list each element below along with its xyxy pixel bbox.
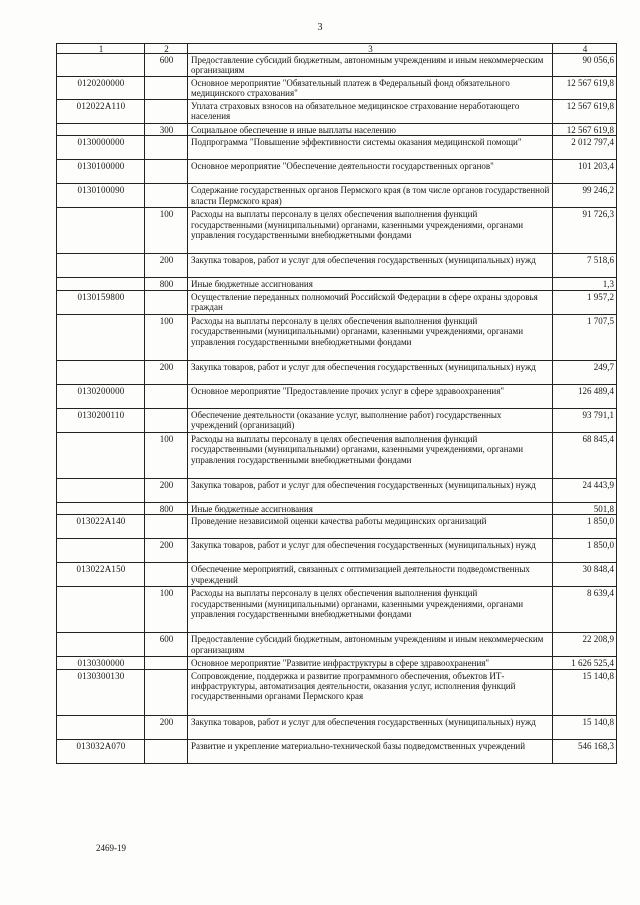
- row-amount-cell: 1 850,0: [553, 539, 617, 563]
- table-row: [57, 54, 617, 77]
- row-expense-type-cell: 600: [145, 54, 188, 77]
- table-row: [57, 432, 617, 478]
- row-code-cell: 013022А150: [57, 563, 145, 587]
- row-description-cell: Расходы на выплаты персоналу в целях обеспечения выполнения функций государственными (муниципальными) органами, казенными учреждениями, органами управления государственными внебюджетными фондами: [188, 314, 553, 360]
- row-description-cell: Сопровождение, поддержка и развитие программного обеспечения, объектов ИТ-инфраструктуры, автоматизация деятельности, оказания услуг, исполнения функций государственными органами Пермского края: [188, 669, 553, 715]
- row-amount-cell: 1 957,2: [553, 290, 617, 314]
- row-expense-type-cell: [145, 657, 188, 669]
- table-row: [57, 587, 617, 633]
- table-row: [57, 290, 617, 314]
- row-amount-cell: 249,7: [553, 360, 617, 384]
- row-description-cell: Основное мероприятие "Обязательный платеж в Федеральный фонд обязательного медицинского страхования": [188, 77, 553, 100]
- row-amount-cell: 15 140,8: [553, 669, 617, 715]
- row-description-cell: Закупка товаров, работ и услуг для обеспечения государственных (муниципальных) нужд: [188, 360, 553, 384]
- table-row: [57, 408, 617, 432]
- row-expense-type-cell: [145, 669, 188, 715]
- row-code-cell: [57, 208, 145, 254]
- row-amount-cell: 12 567 619,8: [553, 100, 617, 124]
- row-description-cell: Обеспечение деятельности (оказание услуг, выполнение работ) государственных учреждений (организаций): [188, 408, 553, 432]
- row-amount-cell: 30 848,4: [553, 563, 617, 587]
- row-expense-type-cell: 100: [145, 314, 188, 360]
- row-expense-type-cell: [145, 739, 188, 763]
- row-expense-type-cell: 300: [145, 124, 188, 136]
- row-amount-cell: 8 639,4: [553, 587, 617, 633]
- header-col-1: 1: [57, 44, 145, 54]
- row-amount-cell: 2 012 797,4: [553, 136, 617, 160]
- row-expense-type-cell: 800: [145, 502, 188, 514]
- row-amount-cell: 501,8: [553, 502, 617, 514]
- row-code-cell: [57, 539, 145, 563]
- row-code-cell: 0130100090: [57, 184, 145, 208]
- table-row: [57, 208, 617, 254]
- row-code-cell: 0130000000: [57, 136, 145, 160]
- row-amount-cell: 546 168,3: [553, 739, 617, 763]
- row-expense-type-cell: [145, 100, 188, 124]
- row-amount-cell: 7 518,6: [553, 254, 617, 278]
- row-description-cell: Подпрограмма "Повышение эффективности системы оказания медицинской помощи": [188, 136, 553, 160]
- row-amount-cell: 90 056,6: [553, 54, 617, 77]
- row-description-cell: Иные бюджетные ассигнования: [188, 278, 553, 290]
- row-description-cell: Социальное обеспечение и иные выплаты населению: [188, 124, 553, 136]
- row-description-cell: Основное мероприятие "Предоставление прочих услуг в сфере здравоохранения": [188, 384, 553, 408]
- row-amount-cell: 12 567 619,8: [553, 77, 617, 100]
- table-row: [57, 515, 617, 539]
- row-description-cell: Основное мероприятие "Развитие инфраструктуры в сфере здравоохранения": [188, 657, 553, 669]
- table-row: [57, 563, 617, 587]
- row-description-cell: Расходы на выплаты персоналу в целях обеспечения выполнения функций государственными (муниципальными) органами, казенными учреждениями, органами управления государственными внебюджетными фондами: [188, 432, 553, 478]
- row-expense-type-cell: [145, 290, 188, 314]
- row-expense-type-cell: 200: [145, 254, 188, 278]
- row-description-cell: Закупка товаров, работ и услуг для обеспечения государственных (муниципальных) нужд: [188, 715, 553, 739]
- table-row: [57, 633, 617, 657]
- row-expense-type-cell: 800: [145, 278, 188, 290]
- row-description-cell: Уплата страховых взносов на обязательное медицинское страхование неработающего населения: [188, 100, 553, 124]
- row-description-cell: Обеспечение мероприятий, связанных с оптимизацией деятельности подведомственных учреждений: [188, 563, 553, 587]
- row-description-cell: Развитие и укрепление материально-технической базы подведомственных учреждений: [188, 739, 553, 763]
- row-description-cell: Основное мероприятие "Обеспечение деятельности государственных органов": [188, 160, 553, 184]
- row-description-cell: Осуществление переданных полномочий Российской Федерации в сфере охраны здоровья граждан: [188, 290, 553, 314]
- row-expense-type-cell: 200: [145, 715, 188, 739]
- row-expense-type-cell: 200: [145, 360, 188, 384]
- row-code-cell: 0130159800: [57, 290, 145, 314]
- table-row: [57, 715, 617, 739]
- row-description-cell: Закупка товаров, работ и услуг для обеспечения государственных (муниципальных) нужд: [188, 539, 553, 563]
- budget-table: [56, 43, 617, 764]
- row-code-cell: 013032А070: [57, 739, 145, 763]
- row-description-cell: Проведение независимой оценки качества работы медицинских организаций: [188, 515, 553, 539]
- row-expense-type-cell: [145, 77, 188, 100]
- row-description-cell: Расходы на выплаты персоналу в целях обеспечения выполнения функций государственными (муниципальными) органами, казенными учреждениями, органами управления государственными внебюджетными фондами: [188, 587, 553, 633]
- row-expense-type-cell: 100: [145, 208, 188, 254]
- row-code-cell: [57, 633, 145, 657]
- table-row: [57, 502, 617, 514]
- row-description-cell: Предоставление субсидий бюджетным, автономным учреждениям и иным некоммерческим организациям: [188, 633, 553, 657]
- row-expense-type-cell: 100: [145, 587, 188, 633]
- row-code-cell: [57, 54, 145, 77]
- row-description-cell: Закупка товаров, работ и услуг для обеспечения государственных (муниципальных) нужд: [188, 478, 553, 502]
- row-code-cell: [57, 715, 145, 739]
- row-amount-cell: 126 489,4: [553, 384, 617, 408]
- row-expense-type-cell: 100: [145, 432, 188, 478]
- row-amount-cell: 1 850,0: [553, 515, 617, 539]
- row-code-cell: [57, 278, 145, 290]
- row-description-cell: Закупка товаров, работ и услуг для обеспечения государственных (муниципальных) нужд: [188, 254, 553, 278]
- row-expense-type-cell: [145, 136, 188, 160]
- header-col-3: 3: [188, 44, 553, 54]
- table-row: [57, 478, 617, 502]
- table-row: [57, 739, 617, 763]
- row-amount-cell: 101 203,4: [553, 160, 617, 184]
- row-code-cell: 0130100000: [57, 160, 145, 184]
- row-expense-type-cell: 200: [145, 539, 188, 563]
- row-expense-type-cell: [145, 184, 188, 208]
- row-code-cell: [57, 432, 145, 478]
- table-row: [57, 184, 617, 208]
- row-code-cell: [57, 360, 145, 384]
- header-col-4: 4: [553, 44, 617, 54]
- row-code-cell: 0130200000: [57, 384, 145, 408]
- row-expense-type-cell: [145, 563, 188, 587]
- row-expense-type-cell: [145, 160, 188, 184]
- row-expense-type-cell: [145, 408, 188, 432]
- row-amount-cell: 15 140,8: [553, 715, 617, 739]
- row-description-cell: Предоставление субсидий бюджетным, автономным учреждениям и иным некоммерческим организациям: [188, 54, 553, 77]
- row-amount-cell: 24 443,9: [553, 478, 617, 502]
- row-code-cell: 0130300000: [57, 657, 145, 669]
- row-code-cell: [57, 314, 145, 360]
- table-row: [57, 124, 617, 136]
- row-code-cell: [57, 124, 145, 136]
- row-amount-cell: 99 246,2: [553, 184, 617, 208]
- row-code-cell: 0120200000: [57, 77, 145, 100]
- row-code-cell: 012022А110: [57, 100, 145, 124]
- header-col-2: 2: [145, 44, 188, 54]
- row-code-cell: 0130200110: [57, 408, 145, 432]
- row-code-cell: [57, 478, 145, 502]
- row-code-cell: 013022А140: [57, 515, 145, 539]
- row-code-cell: 0130300130: [57, 669, 145, 715]
- row-expense-type-cell: [145, 515, 188, 539]
- row-expense-type-cell: [145, 384, 188, 408]
- table-row: [57, 100, 617, 124]
- row-amount-cell: 22 208,9: [553, 633, 617, 657]
- row-code-cell: [57, 502, 145, 514]
- row-amount-cell: 91 726,3: [553, 208, 617, 254]
- table-row: [57, 136, 617, 160]
- table-row: [57, 278, 617, 290]
- row-amount-cell: 1 626 525,4: [553, 657, 617, 669]
- row-description-cell: Расходы на выплаты персоналу в целях обеспечения выполнения функций государственными (муниципальными) органами, казенными учреждениями, органами управления государственными внебюджетными фондами: [188, 208, 553, 254]
- page-number: 3: [317, 22, 323, 33]
- table-row: [57, 314, 617, 360]
- row-amount-cell: 1,3: [553, 278, 617, 290]
- table-header-row: [57, 44, 617, 54]
- row-description-cell: Иные бюджетные ассигнования: [188, 502, 553, 514]
- row-amount-cell: 93 791,1: [553, 408, 617, 432]
- table-row: [57, 539, 617, 563]
- row-code-cell: [57, 587, 145, 633]
- footer-document-code: 2469-19: [96, 843, 126, 853]
- table-row: [57, 384, 617, 408]
- row-amount-cell: 12 567 619,8: [553, 124, 617, 136]
- table-row: [57, 360, 617, 384]
- table-row: [57, 669, 617, 715]
- table-row: [57, 77, 617, 100]
- table-row: [57, 254, 617, 278]
- row-expense-type-cell: 200: [145, 478, 188, 502]
- row-description-cell: Содержание государственных органов Пермского края (в том числе органов государственной власти Пермского края): [188, 184, 553, 208]
- row-amount-cell: 1 707,5: [553, 314, 617, 360]
- table-row: [57, 160, 617, 184]
- row-expense-type-cell: 600: [145, 633, 188, 657]
- table-row: [57, 657, 617, 669]
- row-code-cell: [57, 254, 145, 278]
- row-amount-cell: 68 845,4: [553, 432, 617, 478]
